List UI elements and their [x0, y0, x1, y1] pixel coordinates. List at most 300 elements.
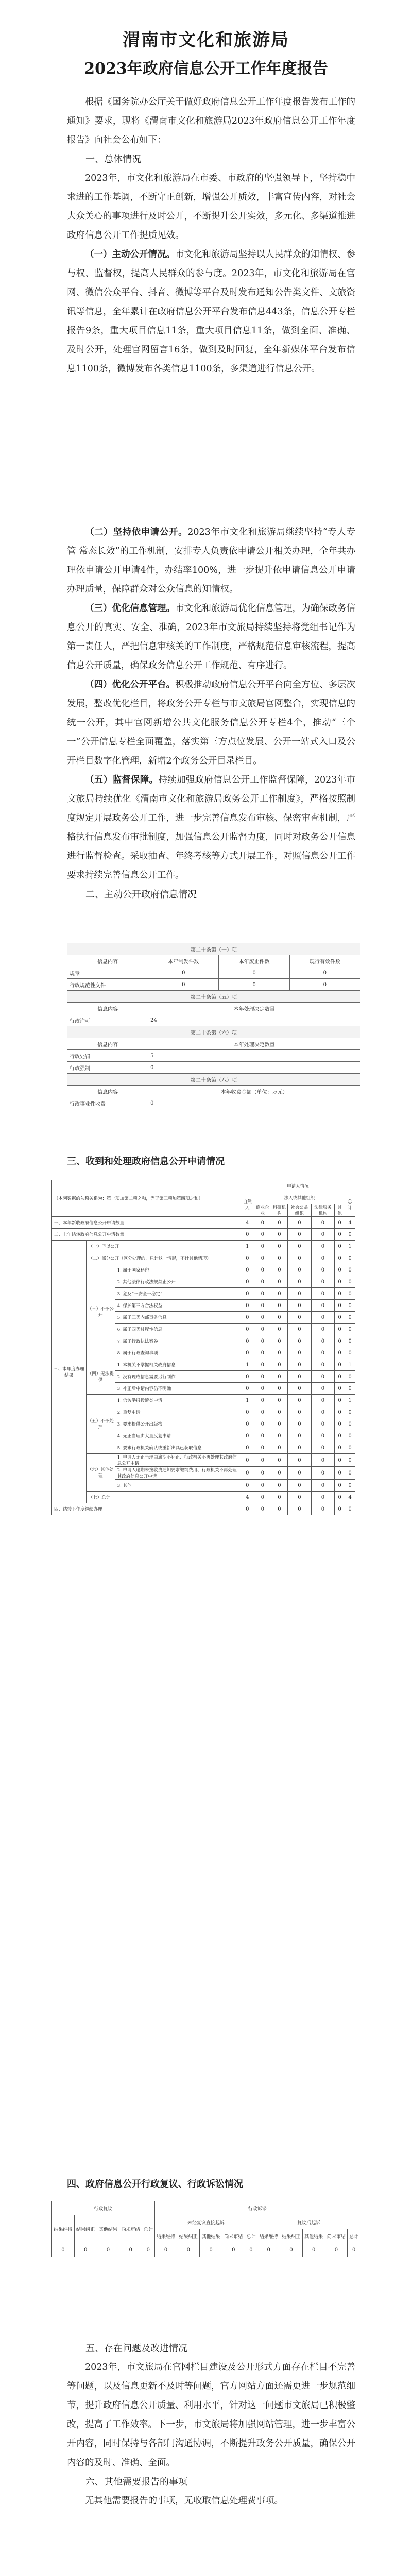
table-cell: 2. 重复申请 [115, 1406, 241, 1418]
table-cell: 0 [335, 1430, 345, 1442]
table-cell: 0 [348, 2243, 360, 2257]
table-cell: 0 [288, 1406, 311, 1418]
table-cell: 0 [271, 1276, 288, 1288]
table-cell: 24 [148, 1014, 360, 1026]
supervision-text: 持续加强政府信息公开工作监督保障，2023年市文旅局持续优化《渭南市文化和旅游局政务公开工作制度》，严格按照制度规定开展政务公开工作，进一步完善信息发布审核、保密审查机制，严格执行信息发布审批制度，加强信息公开监督力度，同时对政务公开信息进行监督检查。采取抽查、年终考核等方式开展工作，对照信息公开工作要求持续完善信息公开工作。 [67, 775, 355, 880]
table-row [52, 1492, 355, 1503]
table-row [52, 1395, 355, 1406]
table-cell: 0 [345, 1418, 355, 1430]
table-cell: 0 [271, 1503, 288, 1515]
table-cell: 0 [288, 1418, 311, 1430]
table-cell: 0 [345, 1300, 355, 1312]
table-cell: 0 [345, 1454, 355, 1467]
table-cell: 行政许可 [67, 1014, 148, 1026]
table-cell: 0 [254, 1347, 271, 1359]
platform-paragraph [67, 675, 355, 771]
table-col-header: 其他 [335, 1204, 345, 1217]
table-cell: 0 [280, 2243, 303, 2257]
table-cell: 4 [241, 1217, 254, 1229]
table-cell: 0 [241, 1383, 254, 1395]
table-cell: 0 [241, 1264, 254, 1276]
table-cell: 0 [254, 1335, 271, 1347]
table-cell: 0 [271, 1418, 288, 1430]
table-cell: 0 [254, 1288, 271, 1300]
table-cell: 规章 [67, 967, 148, 979]
info-management-paragraph [67, 599, 355, 675]
table-cell: 4. 保护第三方合法权益 [115, 1300, 241, 1312]
table-cell: 0 [241, 1454, 254, 1467]
table-cell: 1 [241, 1241, 254, 1252]
table-col-header: 申请人情况 [241, 1180, 355, 1192]
table-cell: 0 [271, 1264, 288, 1276]
table-cell: 0 [335, 1454, 345, 1467]
table-cell: 0 [271, 1312, 288, 1324]
table-cell: 0 [148, 967, 219, 979]
info-management-label: （三）优化信息管理。 [85, 603, 175, 614]
table-cell: 0 [254, 1430, 271, 1442]
table-cell: 2. 申请人逾期未按收费通知要求缴纳费用、行政机关不再处理其政府信息公开申请 [115, 1467, 241, 1480]
table-cell: （六）其他处理 [86, 1454, 115, 1492]
table-col-header: 结果维持 [52, 2215, 75, 2243]
table-cell: 0 [254, 1229, 271, 1241]
table-cell: 0 [311, 1300, 334, 1312]
table-cell: 0 [335, 1480, 345, 1492]
table-cell: 0 [241, 1430, 254, 1442]
table-cell: 0 [288, 1288, 311, 1300]
table-cell: 0 [177, 2243, 200, 2257]
review-litigation-table [52, 2201, 360, 2257]
table-cell: 四、结转下年度继续办理 [52, 1503, 241, 1515]
table-col-header: 总计 [142, 2215, 155, 2243]
table-cell: 0 [311, 1288, 334, 1300]
intro-paragraph: 根据《国务院办公厅关于做好政府信息公开工作年度报告发布工作的通知》要求，现将《渭南市文化和旅游局2023年政府信息公开工作年度报告》向社会公布如下： [67, 97, 355, 145]
table-cell: 0 [241, 1229, 254, 1241]
table-cell: 行政规范性文件 [67, 979, 148, 991]
table-cell: 1 [345, 1241, 355, 1252]
issues-paragraph: 2023年，市文旅局在官网栏目建设及公开形式方面存在栏目不完善等问题，以及信息更新不及时等问题，官方网站方面还需更进一步规范细节，提升政府信息公开质量、利用水平，针对这一问题市文旅局已积极整改，提高了工作效率。下一步，市文旅局将加强网站管理，进一步丰富公开内容，同时保持与各部门沟通协调，不断提升政务公开质量，确保公开内容的及时、准确、全面。 [67, 2362, 355, 2468]
table-cell: 0 [311, 1503, 334, 1515]
table-cell: 0 [288, 1371, 311, 1383]
table-col-header: 行政复议 [52, 2201, 155, 2215]
table-cell: 0 [311, 1264, 334, 1276]
table-cell: 0 [311, 1347, 334, 1359]
table-cell: 0 [271, 1454, 288, 1467]
table-cell: 0 [288, 1252, 311, 1264]
table-cell: 0 [335, 1442, 345, 1454]
table-cell: 0 [241, 1276, 254, 1288]
table-col-header: 法人或其他组织 [254, 1192, 345, 1204]
table-cell: 0 [335, 1467, 345, 1480]
body-section-1b [67, 523, 355, 904]
table-cell: 0 [289, 979, 360, 991]
table-col-header: 行政诉讼 [154, 2201, 360, 2215]
table-col-header: 结果纠正 [74, 2215, 97, 2243]
table-section-head: 第二十条第（五）项 [67, 991, 360, 1003]
table-cell: 0 [335, 1492, 345, 1503]
table-cell: 0 [335, 1241, 345, 1252]
table-cell: 0 [311, 1359, 334, 1371]
table-row [52, 1359, 355, 1371]
table-cell: 0 [345, 1383, 355, 1395]
table-col-header: 结果维持 [154, 2229, 177, 2243]
platform-label: （四）优化公开平台。 [85, 680, 175, 690]
table-cell: 0 [288, 1347, 311, 1359]
table-cell: 0 [288, 1442, 311, 1454]
table-cell: 0 [288, 1276, 311, 1288]
table-cell: （五）不予处理 [86, 1395, 115, 1454]
table-cell: 4 [345, 1492, 355, 1503]
table-cell: 0 [271, 1288, 288, 1300]
table-cell: 0 [335, 1371, 345, 1383]
table-cell: 0 [241, 1347, 254, 1359]
section-1-heading: 一、总体情况 [85, 154, 141, 165]
table-col-header: 尚未审结 [119, 2215, 142, 2243]
table-cell: 0 [288, 1300, 311, 1312]
table-cell: 0 [311, 1324, 334, 1335]
table-cell: 1. 属于国家秘密 [115, 1264, 241, 1276]
table-cell: 7. 属于行政执法案卷 [115, 1335, 241, 1347]
body-section-5 [67, 2339, 355, 2511]
table-cell: 0 [345, 1430, 355, 1442]
table-cell: 0 [335, 1335, 345, 1347]
table-cell: 0 [271, 1492, 288, 1503]
table-cell: 0 [335, 1276, 345, 1288]
table-cell: 0 [345, 1276, 355, 1288]
table-cell: 0 [254, 1492, 271, 1503]
table-section-head: 第二十条第（八）项 [67, 1074, 360, 1086]
table-cell: 三、本年度办理结果 [52, 1241, 87, 1503]
table-cell: 0 [288, 1335, 311, 1347]
table-cell: 0 [271, 1324, 288, 1335]
table-cell: 0 [254, 1395, 271, 1406]
table-cell: 行政事业性收费 [67, 1097, 148, 1109]
table-cell: 0 [345, 1229, 355, 1241]
application-disclosure-text: 2023年市文化和旅游局继续坚持“专人专管 常态长效”的工作机制，安排专人负责依申请公开相关办理，全年共办理依申请公开申请4件，办结率100%，进一步提升依申请信息公开申请办理质量，保障群众对公众信息的知情权。 [67, 527, 356, 595]
table-cell: 0 [288, 1217, 311, 1229]
table-cell: 1. 本机关不掌握相关政府信息 [115, 1359, 241, 1371]
table-section-head: 第二十条第（一）项 [67, 943, 360, 955]
table-cell: 3. 危及“三安全一稳定” [115, 1288, 241, 1300]
table-row [52, 1503, 355, 1515]
table-cell: 0 [254, 1312, 271, 1324]
table-col-header: 尚未审结 [325, 2229, 348, 2243]
table-cell: 0 [219, 967, 289, 979]
table-cell: 0 [271, 1229, 288, 1241]
table-cell: 0 [271, 1480, 288, 1492]
table-col-header: 自然人 [241, 1192, 254, 1217]
table-col-header: 结果纠正 [280, 2229, 303, 2243]
table-cell: 5 [148, 1050, 360, 1062]
table-cell: 3. 其他 [115, 1480, 241, 1492]
table-cell: 0 [311, 1383, 334, 1395]
table-cell: （七）总计 [86, 1492, 241, 1503]
table-col-header: 本年制发件数 [148, 955, 219, 967]
table-cell: 0 [311, 1276, 334, 1288]
table-cell: 0 [271, 1442, 288, 1454]
table-cell: 4 [345, 1217, 355, 1229]
table-col-header: 尚未审结 [222, 2229, 245, 2243]
document-title: 渭南市文化和旅游局 [123, 30, 289, 50]
table-cell: 0 [288, 1430, 311, 1442]
document-subtitle: 2023年政府信息公开工作年度报告 [84, 60, 328, 78]
table-col-header: 法律服务机构 [311, 1204, 334, 1217]
table-col-header: 本年废止件数 [219, 955, 289, 967]
table-cell: 0 [254, 1406, 271, 1418]
table-cell: 0 [254, 1383, 271, 1395]
table-cell: 0 [241, 1442, 254, 1454]
table-col-header: 信息内容 [67, 955, 148, 967]
table-cell: （三）不予公开 [86, 1264, 115, 1359]
table-col-header: 信息内容 [67, 1038, 148, 1050]
table-row [52, 1252, 355, 1264]
table-cell: 0 [241, 1480, 254, 1492]
table-cell: 0 [271, 1371, 288, 1383]
table-cell: 0 [271, 1395, 288, 1406]
table-cell: 0 [254, 1480, 271, 1492]
table-cell: 0 [271, 1300, 288, 1312]
table-cell: 0 [241, 1312, 254, 1324]
section-4-heading: 四、政府信息公开行政复议、行政诉讼情况 [67, 2179, 243, 2190]
table-col-header: 结果维持 [258, 2229, 280, 2243]
table-cell: 0 [154, 2243, 177, 2257]
table-cell: 二、上年结转政府信息公开申请数量 [52, 1229, 241, 1241]
table-cell: 0 [288, 1312, 311, 1324]
active-disclosure-table [67, 943, 360, 1109]
table-cell: （一）予以公开 [86, 1241, 241, 1252]
table-cell: 0 [345, 1335, 355, 1347]
supervision-paragraph [67, 771, 355, 885]
table-cell: 0 [241, 1288, 254, 1300]
table-cell: 1 [241, 1359, 254, 1371]
table-cell: 0 [97, 2243, 119, 2257]
table-cell: 1. 信访举报投诉类申请 [115, 1395, 241, 1406]
table-cell: 0 [254, 1252, 271, 1264]
table-cell: 0 [335, 1324, 345, 1335]
table-row [52, 1241, 355, 1252]
table-cell: 0 [254, 1217, 271, 1229]
active-disclosure-paragraph [67, 245, 355, 379]
table-cell: 0 [311, 1229, 334, 1241]
table-col-header: 信息内容 [67, 1003, 148, 1014]
table-col-header: 其他结果 [302, 2229, 325, 2243]
table-cell: 0 [254, 1467, 271, 1480]
table-cell: 0 [288, 1503, 311, 1515]
table-cell: 0 [288, 1480, 311, 1492]
table-cell: 0 [254, 1371, 271, 1383]
table-cell: 0 [52, 2243, 75, 2257]
table-cell: 0 [254, 1276, 271, 1288]
table-cell: 0 [345, 1467, 355, 1480]
table-cell: 0 [311, 1217, 334, 1229]
table-cell: 0 [288, 1492, 311, 1503]
table-cell: 0 [254, 1241, 271, 1252]
table-col-header: 信息内容 [67, 1086, 148, 1097]
table-cell: 0 [335, 1503, 345, 1515]
table-cell: 0 [311, 1467, 334, 1480]
table-cell: 0 [311, 1492, 334, 1503]
application-disclosure-paragraph [67, 523, 355, 599]
table-cell: 8. 属于行政查询事项 [115, 1347, 241, 1359]
table-cell: 0 [245, 2243, 258, 2257]
table-cell: 0 [254, 1503, 271, 1515]
table-cell: 0 [311, 1430, 334, 1442]
table-cell: 0 [219, 979, 289, 991]
table-row [52, 1454, 355, 1467]
table-cell: 0 [241, 1418, 254, 1430]
table-col-header: 总计 [245, 2229, 258, 2243]
table-cell: 0 [288, 1264, 311, 1276]
table-cell: 0 [311, 1241, 334, 1252]
other-matters-paragraph: 无其他需要报告的事项，无收取信息处理费事项。 [85, 2496, 283, 2506]
table-cell: 0 [119, 2243, 142, 2257]
table-cell: 0 [345, 1406, 355, 1418]
table-col-header: 科研机构 [271, 1204, 288, 1217]
table-cell: （二）部分公开（区分处理的，只计这一情形，不计其他情形） [86, 1252, 241, 1264]
table-row [52, 1229, 355, 1241]
table-cell: 4. 无正当理由大量反复申请 [115, 1430, 241, 1442]
table-cell: 0 [345, 1324, 355, 1335]
table-cell: 0 [288, 1324, 311, 1335]
info-management-text: 市文化和旅游局优化信息管理，为确保政务信息公开的真实、安全、准确，2023年市文旅局持续坚持将党组书记作为第一责任人，严把信息审核关的工作制度，严格规范信息审核流程，提高信息公开质量，确保政务信息公开工作规范、有序进行。 [67, 603, 355, 671]
table-cell: 0 [241, 1252, 254, 1264]
table-cell: 0 [271, 1335, 288, 1347]
table-cell: 2. 没有现成信息需要另行制作 [115, 1371, 241, 1383]
table-cell: 0 [289, 967, 360, 979]
table-cell: 0 [271, 1467, 288, 1480]
table-cell: 0 [345, 1264, 355, 1276]
table-cell: 0 [254, 1359, 271, 1371]
table-col-header: 总计 [348, 2229, 360, 2243]
section-5-heading: 五、存在问题及改进情况 [85, 2343, 187, 2354]
table-cell: 0 [254, 1300, 271, 1312]
supervision-label: （五）监督保障。 [85, 775, 159, 785]
table-cell: 0 [271, 1241, 288, 1252]
table-cell: 0 [311, 1480, 334, 1492]
table-cell: 0 [142, 2243, 155, 2257]
table-cell: 1 [345, 1359, 355, 1371]
active-disclosure-text: 市文化和旅游局坚持以人民群众的知情权、参与权、监督权，提高人民群众的参与度。2023年，市文化和旅游局在官网、微信公众平台、抖音、微博等平台及时发布通知公告类文件、文旅资讯等信息，全年累计在政府信息公开平台发布信息443条，信息公开专栏报告9条，重大项目信息11条，重大项目信息11条，做到全面、准确、及时公开，处理官网留言16条，做到及时回复，全年新媒体平台发布信息1100条，微博发布各类信息1100条，多渠道进行信息公开。 [67, 249, 355, 374]
table-col-header: 商业企业 [254, 1204, 271, 1217]
table-col-header: 其他结果 [97, 2215, 119, 2243]
table-cell: 0 [254, 1264, 271, 1276]
table-cell: 0 [288, 1241, 311, 1252]
table-cell: 0 [335, 1347, 345, 1359]
table-cell: 0 [288, 1467, 311, 1480]
table-cell: 0 [335, 1395, 345, 1406]
table-cell: 0 [311, 1252, 334, 1264]
table-cell: 0 [288, 1454, 311, 1467]
table-cell: 0 [241, 1406, 254, 1418]
table-cell: 0 [335, 1406, 345, 1418]
table-cell: 0 [335, 1288, 345, 1300]
table-cell: 0 [271, 1252, 288, 1264]
table-cell: 0 [311, 1406, 334, 1418]
table-row [52, 1217, 355, 1229]
table-cell: 0 [258, 2243, 280, 2257]
table-cell: 0 [288, 1359, 311, 1371]
table-cell: 0 [241, 1324, 254, 1335]
table-col-header: 本年处理决定数量 [148, 1038, 360, 1050]
table-cell: 0 [335, 1418, 345, 1430]
table-cell: 0 [311, 1371, 334, 1383]
table-col-header: 现行有效件数 [289, 955, 360, 967]
table-row [52, 2243, 360, 2257]
table-col-header: 复议后起诉 [258, 2215, 360, 2229]
table-cell: 0 [335, 1312, 345, 1324]
table-cell: 行政强制 [67, 1062, 148, 1074]
table-cell: 5. 属于三类内部事务信息 [115, 1312, 241, 1324]
table-col-header: 其他结果 [200, 2229, 222, 2243]
table-col-header: 总计 [345, 1192, 355, 1217]
table-cell: 0 [311, 1335, 334, 1347]
table-cell: 0 [345, 1347, 355, 1359]
table-cell: 0 [148, 979, 219, 991]
table-cell: 0 [311, 1418, 334, 1430]
table-cell: 0 [271, 1406, 288, 1418]
table-cell: 0 [335, 1252, 345, 1264]
table-row [52, 1264, 355, 1276]
table-cell: 0 [254, 1442, 271, 1454]
table-cell: 0 [335, 1359, 345, 1371]
table-cell: 0 [335, 1229, 345, 1241]
table-col-header: 结果纠正 [177, 2229, 200, 2243]
table-cell: 0 [271, 1383, 288, 1395]
section-6-heading: 六、其他需要报告的事项 [85, 2477, 187, 2487]
table-cell: 0 [311, 1442, 334, 1454]
section-2-heading: 二、主动公开政府信息情况 [85, 889, 197, 900]
table-col-header: 本年处理决定数量 [148, 1003, 360, 1014]
table-cell: 0 [271, 1347, 288, 1359]
table-cell: 0 [271, 1359, 288, 1371]
table-cell: 0 [254, 1454, 271, 1467]
table-cell: 0 [222, 2243, 245, 2257]
body-section-1 [67, 93, 355, 379]
table-cell: 0 [335, 1264, 345, 1276]
table-cell: 0 [271, 1217, 288, 1229]
table-cell: 0 [241, 1467, 254, 1480]
table-cell: 0 [74, 2243, 97, 2257]
table-col-header: 社会公益组织 [288, 1204, 311, 1217]
table-corner-note: （本列数据的勾稽关系为：第一项加第二项之和，等于第三项加第四项之和） [52, 1180, 241, 1217]
table-cell: 0 [254, 1324, 271, 1335]
table-cell: 0 [254, 1418, 271, 1430]
table-cell: 0 [241, 1371, 254, 1383]
table-cell: （四）无法提供 [86, 1359, 115, 1395]
table-cell: 3. 要求提供公开出版物 [115, 1418, 241, 1430]
table-cell: 0 [345, 1442, 355, 1454]
active-disclosure-label: （一）主动公开情况。 [85, 249, 175, 260]
table-section-head: 第二十条第（六）项 [67, 1026, 360, 1038]
table-col-header: 未经复议直接起诉 [154, 2215, 258, 2229]
table-cell: 0 [311, 1312, 334, 1324]
table-cell: 0 [241, 1335, 254, 1347]
table-cell: 6. 属于四类过程性信息 [115, 1324, 241, 1335]
table-cell: 0 [325, 2243, 348, 2257]
table-cell: 0 [288, 1229, 311, 1241]
table-cell: 0 [335, 1383, 345, 1395]
table-cell: 0 [302, 2243, 325, 2257]
table-cell: 行政处罚 [67, 1050, 148, 1062]
table-cell: 1 [345, 1395, 355, 1406]
platform-text: 积极推动政府信息公开平台向全方位、多层次发展，整改优化栏目，将政务公开专栏与市文旅局官网整合，实现信息的统一公开，其中官网新增公共文化服务信息公开专栏4个，推动“三个一”公开信息专栏全面覆盖，落实第三方点位发展、公开一站式入口及公开栏目数字化管理，新增2个政务公开目录栏目。 [67, 680, 355, 766]
table-cell: 0 [148, 1062, 360, 1074]
table-cell: 0 [335, 1217, 345, 1229]
table-cell: 0 [345, 1371, 355, 1383]
table-cell: 5. 要求行政机关确认或重新出具已获取信息 [115, 1442, 241, 1454]
table-cell: 1. 申请人无正当理由逾期不补正、行政机关不再处理其政府信息公开申请 [115, 1454, 241, 1467]
table-cell: 0 [241, 1503, 254, 1515]
table-col-header: 本年收费金额（单位：万元） [148, 1086, 360, 1097]
